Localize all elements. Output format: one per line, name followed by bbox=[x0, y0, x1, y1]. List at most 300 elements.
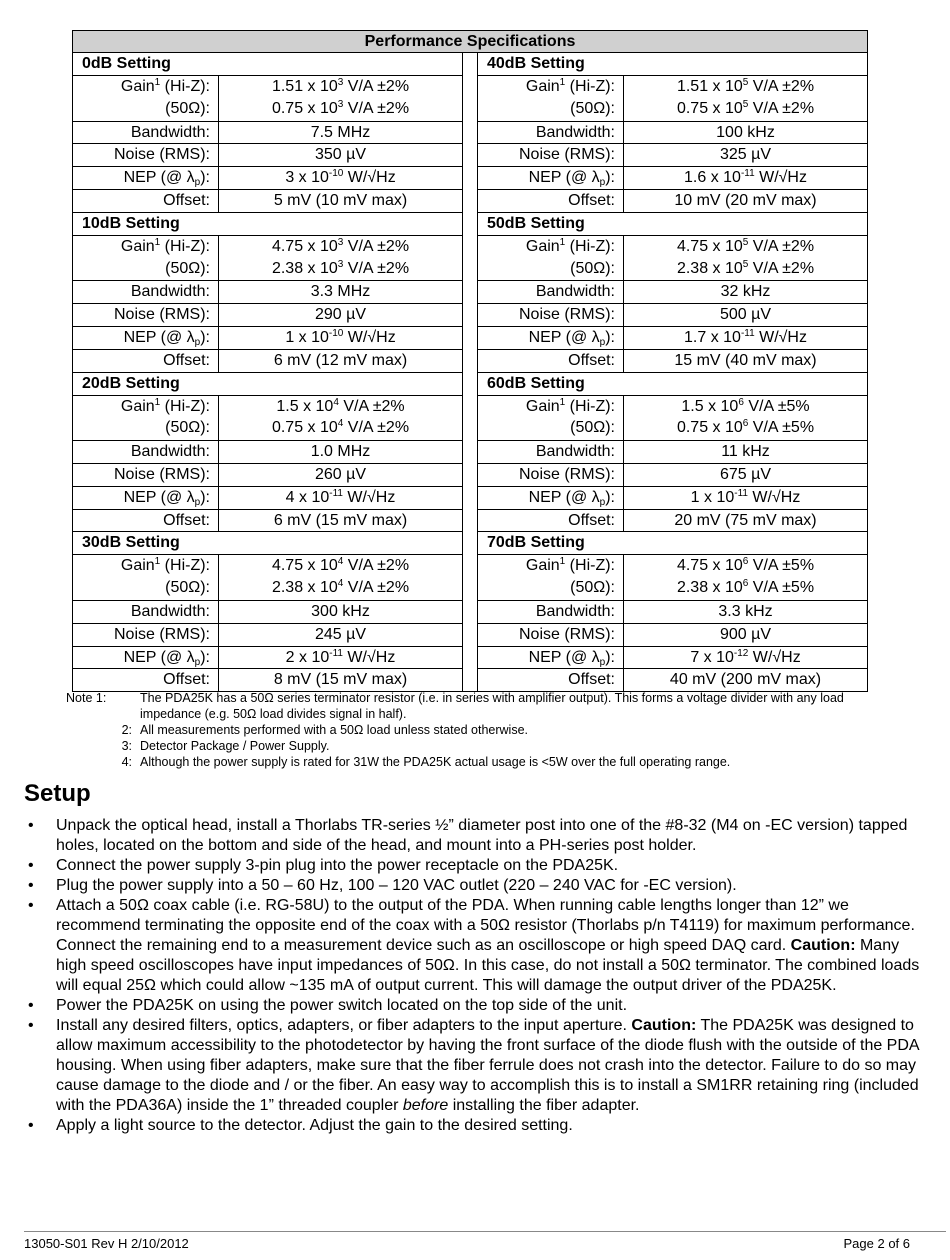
row-gain-hiz bbox=[73, 395, 462, 418]
footnote-ref: 1 bbox=[559, 556, 566, 568]
row-bandwidth bbox=[478, 440, 867, 463]
label-text: Gain bbox=[120, 237, 155, 255]
spec-value bbox=[219, 396, 462, 418]
spec-value bbox=[624, 577, 867, 600]
spec-value bbox=[624, 167, 867, 189]
row-offset bbox=[73, 668, 462, 691]
setup-item-text: Plug the power supply into a 50 – 60 Hz, 100 – 120 VAC outlet (220 – 240 VAC for -EC version). bbox=[56, 877, 737, 894]
value-unit: W/√Hz bbox=[343, 328, 396, 346]
spec-value bbox=[624, 98, 867, 121]
value-mantissa: 4.75 x 10 bbox=[676, 237, 743, 255]
label-text: Gain bbox=[120, 397, 155, 415]
value-unit: W/√Hz bbox=[343, 169, 396, 187]
spec-section bbox=[73, 532, 462, 691]
value-unit: W/√Hz bbox=[754, 328, 807, 346]
row-gain-50ohm bbox=[478, 98, 867, 121]
setup-item-4 bbox=[24, 896, 924, 996]
spec-value bbox=[624, 327, 867, 349]
value-unit: V/A ±2% bbox=[748, 99, 815, 117]
setup-item-text bbox=[56, 1016, 924, 1116]
label-text: Gain bbox=[120, 557, 155, 575]
value-exponent: 4 bbox=[337, 578, 344, 590]
footnote-ref: 1 bbox=[154, 236, 161, 248]
row-bandwidth bbox=[73, 121, 462, 144]
value-unit: V/A ±2% bbox=[343, 579, 410, 597]
value-mantissa: 4.75 x 10 bbox=[271, 237, 338, 255]
value-mantissa: 2.38 x 10 bbox=[676, 579, 743, 597]
row-gain-hiz bbox=[478, 75, 867, 98]
row-bandwidth bbox=[478, 121, 867, 144]
label-text: NEP (@ λ bbox=[123, 328, 195, 346]
value-unit: V/A ±2% bbox=[343, 237, 410, 255]
spec-value: 15 mV (40 mV max) bbox=[674, 351, 817, 369]
value-exponent: 3 bbox=[337, 77, 344, 88]
value-exponent: -12 bbox=[733, 647, 749, 659]
setup-text-part: installing the fiber adapter. bbox=[448, 1097, 640, 1114]
spec-label bbox=[478, 647, 624, 669]
spec-label bbox=[73, 624, 219, 646]
spec-value bbox=[219, 98, 462, 121]
spec-value: 500 µV bbox=[719, 306, 772, 324]
spec-label bbox=[478, 555, 624, 577]
value-mantissa: 7 x 10 bbox=[690, 648, 734, 666]
spec-label bbox=[73, 98, 219, 121]
spec-label bbox=[478, 327, 624, 349]
footer-divider bbox=[24, 1231, 946, 1232]
value-exponent: -11 bbox=[734, 487, 748, 499]
label-text: Noise (RMS): bbox=[518, 625, 615, 643]
spec-label bbox=[73, 167, 219, 189]
spec-value bbox=[219, 555, 462, 577]
spec-label bbox=[478, 258, 624, 281]
value-mantissa: 1 x 10 bbox=[285, 328, 329, 346]
setup-heading: Setup bbox=[24, 780, 91, 807]
value-mantissa: 0.75 x 10 bbox=[271, 99, 338, 117]
value-mantissa: 1.5 x 10 bbox=[276, 397, 334, 415]
label-text: (Hi-Z): bbox=[565, 78, 615, 95]
label-text: Noise (RMS): bbox=[518, 465, 615, 483]
label-text: Bandwidth: bbox=[535, 283, 615, 301]
value-unit: V/A ±2% bbox=[748, 259, 815, 277]
value-exponent: 5 bbox=[742, 236, 749, 248]
bullet-icon: • bbox=[28, 1017, 34, 1034]
note-number: 3: bbox=[121, 739, 132, 753]
label-text: ): bbox=[200, 169, 210, 187]
label-text: (Hi-Z): bbox=[565, 397, 615, 415]
spec-label bbox=[478, 98, 624, 121]
value-exponent: -11 bbox=[740, 327, 755, 339]
spec-label bbox=[478, 236, 624, 258]
footnote-ref: 1 bbox=[559, 396, 566, 408]
row-gain-hiz bbox=[73, 75, 462, 98]
spec-value bbox=[219, 327, 462, 349]
setup-item-5 bbox=[24, 996, 924, 1016]
spec-label bbox=[478, 144, 624, 166]
value-mantissa: 1.6 x 10 bbox=[684, 169, 741, 187]
row-gain-hiz bbox=[478, 235, 867, 258]
spec-label bbox=[73, 144, 219, 166]
row-noise bbox=[73, 623, 462, 646]
note-text: The PDA25K has a 50Ω series terminator resistor (i.e. in series with amplifier output). This forms a voltage divider with any load impedance (e.g. 50Ω load divides signal in half). bbox=[140, 691, 844, 721]
label-text: ): bbox=[200, 328, 210, 346]
value-unit: V/A ±5% bbox=[748, 579, 815, 597]
value-mantissa: 2.38 x 10 bbox=[676, 259, 743, 277]
spec-value: 3.3 MHz bbox=[310, 283, 371, 301]
spec-value: 290 µV bbox=[314, 306, 367, 324]
label-text: (50Ω): bbox=[570, 579, 615, 597]
label-text: Offset: bbox=[568, 191, 615, 209]
value-unit: V/A ±2% bbox=[343, 419, 410, 437]
label-text: ): bbox=[605, 169, 615, 187]
spec-value: 260 µV bbox=[314, 465, 367, 483]
label-text: (Hi-Z): bbox=[160, 237, 210, 255]
section-title: 70dB Setting bbox=[487, 534, 585, 552]
value-mantissa: 2.38 x 10 bbox=[271, 579, 338, 597]
subscript: p bbox=[194, 336, 201, 348]
label-text: ): bbox=[605, 648, 615, 666]
spec-label bbox=[73, 487, 219, 509]
spec-value bbox=[624, 555, 867, 577]
row-noise bbox=[478, 463, 867, 486]
label-text: NEP (@ λ bbox=[123, 648, 195, 666]
value-unit: V/A ±2% bbox=[343, 557, 410, 575]
value-unit: V/A ±5% bbox=[743, 397, 810, 415]
value-mantissa: 3 x 10 bbox=[285, 169, 329, 187]
value-mantissa: 4 x 10 bbox=[285, 488, 330, 506]
label-text: (50Ω): bbox=[570, 99, 615, 117]
spec-value: 900 µV bbox=[719, 625, 772, 643]
subscript: p bbox=[599, 177, 606, 189]
footnote-ref: 1 bbox=[559, 236, 566, 248]
label-text: Offset: bbox=[568, 351, 615, 369]
value-mantissa: 1.51 x 10 bbox=[271, 78, 338, 95]
label-text: Noise (RMS): bbox=[113, 465, 210, 483]
spec-value: 245 µV bbox=[314, 625, 367, 643]
spec-value bbox=[219, 577, 462, 600]
section-title: 10dB Setting bbox=[82, 214, 180, 232]
footer-page-number: Page 2 of 6 bbox=[843, 1236, 910, 1251]
label-text: Offset: bbox=[163, 671, 210, 689]
section-title: 0dB Setting bbox=[82, 55, 171, 72]
value-mantissa: 1.5 x 10 bbox=[681, 397, 739, 415]
row-gain-hiz bbox=[73, 235, 462, 258]
spec-label bbox=[73, 577, 219, 600]
spec-label bbox=[73, 417, 219, 440]
spec-value: 1.0 MHz bbox=[310, 443, 371, 461]
label-text: ): bbox=[200, 648, 210, 666]
spec-value: 100 kHz bbox=[716, 123, 775, 141]
value-mantissa: 2.38 x 10 bbox=[271, 259, 338, 277]
label-text: ): bbox=[605, 328, 615, 346]
spec-value: 40 mV (200 mV max) bbox=[669, 671, 822, 689]
spec-label bbox=[478, 304, 624, 326]
label-text: (50Ω): bbox=[570, 419, 615, 437]
spec-label bbox=[73, 304, 219, 326]
label-text: Gain bbox=[525, 78, 560, 95]
label-text: Bandwidth: bbox=[130, 123, 210, 141]
row-noise bbox=[73, 143, 462, 166]
row-bandwidth bbox=[478, 280, 867, 303]
label-text: Offset: bbox=[163, 511, 210, 529]
row-gain-hiz bbox=[478, 395, 867, 418]
value-exponent: 5 bbox=[742, 98, 749, 110]
section-title: 30dB Setting bbox=[82, 534, 180, 552]
spec-label bbox=[478, 190, 624, 212]
spec-value bbox=[219, 487, 462, 509]
value-mantissa: 0.75 x 10 bbox=[676, 99, 743, 117]
spec-value: 8 mV (15 mV max) bbox=[273, 671, 408, 689]
spec-value: 7.5 MHz bbox=[310, 123, 371, 141]
spec-section bbox=[73, 213, 462, 373]
note-text: Detector Package / Power Supply. bbox=[140, 739, 330, 753]
spec-value bbox=[624, 258, 867, 281]
spec-value: 325 µV bbox=[719, 146, 772, 164]
value-exponent: 4 bbox=[337, 556, 344, 568]
specs-columns bbox=[73, 53, 867, 691]
spec-label bbox=[73, 396, 219, 418]
spec-label bbox=[478, 487, 624, 509]
spec-value bbox=[624, 647, 867, 669]
value-exponent: 6 bbox=[742, 556, 749, 568]
spec-label bbox=[478, 167, 624, 189]
label-text: Bandwidth: bbox=[130, 443, 210, 461]
spec-label bbox=[73, 647, 219, 669]
footnote-ref: 1 bbox=[154, 396, 161, 408]
spec-label bbox=[73, 327, 219, 349]
label-text: ): bbox=[200, 488, 210, 506]
row-nep bbox=[478, 166, 867, 189]
spec-value: 6 mV (12 mV max) bbox=[273, 351, 408, 369]
value-exponent: 3 bbox=[337, 236, 344, 248]
row-noise bbox=[73, 463, 462, 486]
label-text: (50Ω): bbox=[165, 99, 210, 117]
spec-label bbox=[478, 76, 624, 98]
spec-value: 10 mV (20 mV max) bbox=[674, 191, 817, 209]
setup-item-3 bbox=[24, 876, 924, 896]
spec-label bbox=[73, 258, 219, 281]
spec-label bbox=[73, 510, 219, 532]
setup-item-text: Apply a light source to the detector. Adjust the gain to the desired setting. bbox=[56, 1117, 573, 1134]
label-text: NEP (@ λ bbox=[528, 648, 600, 666]
specs-right-column bbox=[477, 53, 867, 691]
label-text: Gain bbox=[525, 557, 560, 575]
bullet-icon: • bbox=[28, 897, 34, 914]
row-nep bbox=[478, 326, 867, 349]
row-nep bbox=[73, 646, 462, 669]
spec-section bbox=[478, 213, 867, 373]
spec-value bbox=[219, 236, 462, 258]
value-mantissa: 4.75 x 10 bbox=[271, 557, 338, 575]
label-text: Bandwidth: bbox=[535, 123, 615, 141]
value-mantissa: 0.75 x 10 bbox=[676, 419, 743, 437]
row-bandwidth bbox=[73, 440, 462, 463]
spec-label bbox=[73, 281, 219, 303]
spec-value bbox=[219, 417, 462, 440]
spec-label bbox=[478, 464, 624, 486]
spec-value: 300 kHz bbox=[311, 602, 370, 620]
setup-text-part: Many high speed oscilloscopes have input impedances of 50Ω. In this case, do not install a 50Ω terminator. The combined loads will equal 25Ω which could allow ~135 mA of output current. This will damage the output driver of the PDA25K. bbox=[56, 937, 920, 994]
spec-value: 350 µV bbox=[314, 146, 367, 164]
row-offset bbox=[478, 349, 867, 372]
row-gain-50ohm bbox=[478, 417, 867, 440]
spec-label bbox=[478, 669, 624, 691]
subscript: p bbox=[194, 496, 201, 508]
spec-value bbox=[624, 487, 867, 509]
label-text: ): bbox=[605, 488, 615, 506]
value-unit: V/A ±5% bbox=[748, 419, 815, 437]
spec-section bbox=[478, 532, 867, 691]
row-bandwidth bbox=[478, 600, 867, 623]
note-number: 2: bbox=[121, 723, 132, 737]
section-title: 50dB Setting bbox=[487, 214, 585, 232]
row-noise bbox=[478, 623, 867, 646]
value-unit: W/√Hz bbox=[747, 488, 801, 506]
row-offset bbox=[478, 668, 867, 691]
bullet-icon: • bbox=[28, 877, 34, 894]
spec-label bbox=[73, 122, 219, 144]
label-text: (Hi-Z): bbox=[565, 237, 615, 255]
row-gain-50ohm bbox=[73, 258, 462, 281]
value-exponent: 4 bbox=[337, 418, 344, 430]
value-mantissa: 2 x 10 bbox=[285, 648, 330, 666]
spec-label bbox=[478, 577, 624, 600]
spec-value: 675 µV bbox=[719, 465, 772, 483]
footnote-ref: 1 bbox=[154, 77, 161, 88]
value-unit: W/√Hz bbox=[754, 169, 807, 187]
value-exponent: -11 bbox=[329, 487, 343, 499]
spec-section bbox=[478, 53, 867, 213]
bullet-icon: • bbox=[28, 857, 34, 874]
spec-label bbox=[478, 281, 624, 303]
label-text: Offset: bbox=[163, 191, 210, 209]
label-text: NEP (@ λ bbox=[528, 169, 600, 187]
label-text: Bandwidth: bbox=[130, 283, 210, 301]
performance-specifications-table bbox=[72, 30, 868, 692]
spec-label bbox=[73, 464, 219, 486]
spec-label bbox=[73, 350, 219, 372]
row-offset bbox=[478, 509, 867, 532]
row-gain-50ohm bbox=[73, 577, 462, 600]
note-number: Note 1: bbox=[66, 691, 107, 705]
spec-value: 6 mV (15 mV max) bbox=[273, 511, 408, 529]
spec-label bbox=[478, 417, 624, 440]
setup-item-2 bbox=[24, 856, 924, 876]
row-bandwidth bbox=[73, 280, 462, 303]
label-text: NEP (@ λ bbox=[528, 488, 600, 506]
value-unit: V/A ±2% bbox=[748, 78, 815, 95]
bullet-icon: • bbox=[28, 817, 34, 834]
section-title: 20dB Setting bbox=[82, 374, 180, 392]
spec-label bbox=[73, 441, 219, 463]
spec-value bbox=[624, 396, 867, 418]
label-text: Gain bbox=[120, 78, 155, 95]
notes bbox=[66, 690, 866, 770]
spec-label bbox=[73, 555, 219, 577]
specs-title: Performance Specifications bbox=[73, 31, 867, 53]
value-unit: W/√Hz bbox=[342, 648, 396, 666]
row-nep bbox=[73, 166, 462, 189]
row-nep bbox=[478, 646, 867, 669]
label-text: (50Ω): bbox=[165, 419, 210, 437]
spec-label bbox=[478, 510, 624, 532]
row-bandwidth bbox=[73, 600, 462, 623]
footer-doc-revision: 13050-S01 Rev H 2/10/2012 bbox=[24, 1236, 189, 1251]
label-text: (Hi-Z): bbox=[565, 557, 615, 575]
row-noise bbox=[478, 303, 867, 326]
value-exponent: -10 bbox=[328, 168, 344, 180]
value-exponent: -11 bbox=[329, 647, 343, 659]
spec-label bbox=[73, 669, 219, 691]
value-unit: V/A ±2% bbox=[343, 78, 410, 95]
footnote-ref: 1 bbox=[154, 556, 161, 568]
label-text: (Hi-Z): bbox=[160, 397, 210, 415]
setup-item-text: Connect the power supply 3-pin plug into the power receptacle on the PDA25K. bbox=[56, 857, 619, 874]
value-exponent: 6 bbox=[742, 578, 749, 590]
label-text: Bandwidth: bbox=[130, 602, 210, 620]
row-nep bbox=[73, 486, 462, 509]
row-gain-50ohm bbox=[73, 98, 462, 121]
row-noise bbox=[73, 303, 462, 326]
spec-value: 20 mV (75 mV max) bbox=[674, 511, 817, 529]
value-mantissa: 0.75 x 10 bbox=[271, 419, 338, 437]
setup-item-text: Unpack the optical head, install a Thorlabs TR-series ½” diameter post into one of the #8-32 (M4 on -EC version) tapped holes, located on the bottom and side of the head, and mount into a PH-series post holder. bbox=[56, 817, 908, 854]
subscript: p bbox=[194, 656, 201, 668]
value-exponent: 5 bbox=[742, 258, 749, 270]
row-gain-50ohm bbox=[478, 577, 867, 600]
value-exponent: 5 bbox=[742, 77, 749, 88]
spec-label bbox=[478, 441, 624, 463]
label-text: (Hi-Z): bbox=[160, 78, 210, 95]
label-text: NEP (@ λ bbox=[123, 488, 195, 506]
label-text: Gain bbox=[525, 397, 560, 415]
value-unit: W/√Hz bbox=[342, 488, 396, 506]
setup-text-part: Install any desired filters, optics, adapters, or fiber adapters to the input aperture. bbox=[56, 1017, 632, 1034]
spec-value: 5 mV (10 mV max) bbox=[273, 191, 408, 209]
note-1 bbox=[66, 690, 866, 722]
setup-text-part: Attach a 50Ω coax cable (i.e. RG-58U) to the output of the PDA. When running cable lengths longer than 12” we recommend terminating the opposite end of the coax with a 50Ω resistor (Thorlabs p/n T4119) for maximum performance. Connect the remaining end to a measurement device such as an oscilloscope or high speed DAQ card. bbox=[56, 897, 915, 954]
row-gain-50ohm bbox=[73, 417, 462, 440]
spec-value bbox=[219, 258, 462, 281]
spec-label bbox=[73, 190, 219, 212]
value-unit: V/A ±5% bbox=[748, 557, 815, 575]
row-gain-50ohm bbox=[478, 258, 867, 281]
spec-label bbox=[478, 122, 624, 144]
row-gain-hiz bbox=[478, 554, 867, 577]
value-unit: V/A ±2% bbox=[338, 397, 405, 415]
spec-value bbox=[624, 236, 867, 258]
label-text: Noise (RMS): bbox=[113, 306, 210, 324]
spec-label bbox=[478, 624, 624, 646]
value-mantissa: 1.51 x 10 bbox=[676, 78, 743, 95]
value-exponent: -11 bbox=[740, 168, 755, 180]
label-text: Noise (RMS): bbox=[518, 146, 615, 164]
spec-value bbox=[219, 167, 462, 189]
specs-left-column bbox=[73, 53, 463, 691]
row-offset bbox=[478, 189, 867, 212]
value-exponent: 6 bbox=[742, 418, 749, 430]
label-text: NEP (@ λ bbox=[123, 169, 195, 187]
spec-label bbox=[478, 350, 624, 372]
label-text: (50Ω): bbox=[165, 259, 210, 277]
subscript: p bbox=[194, 177, 201, 189]
spec-value bbox=[624, 417, 867, 440]
subscript: p bbox=[599, 336, 606, 348]
spec-value: 3.3 kHz bbox=[718, 602, 773, 620]
label-text: Gain bbox=[525, 237, 560, 255]
note-4 bbox=[66, 754, 866, 770]
caution-label: Caution: bbox=[631, 1017, 697, 1034]
label-text: Bandwidth: bbox=[535, 602, 615, 620]
